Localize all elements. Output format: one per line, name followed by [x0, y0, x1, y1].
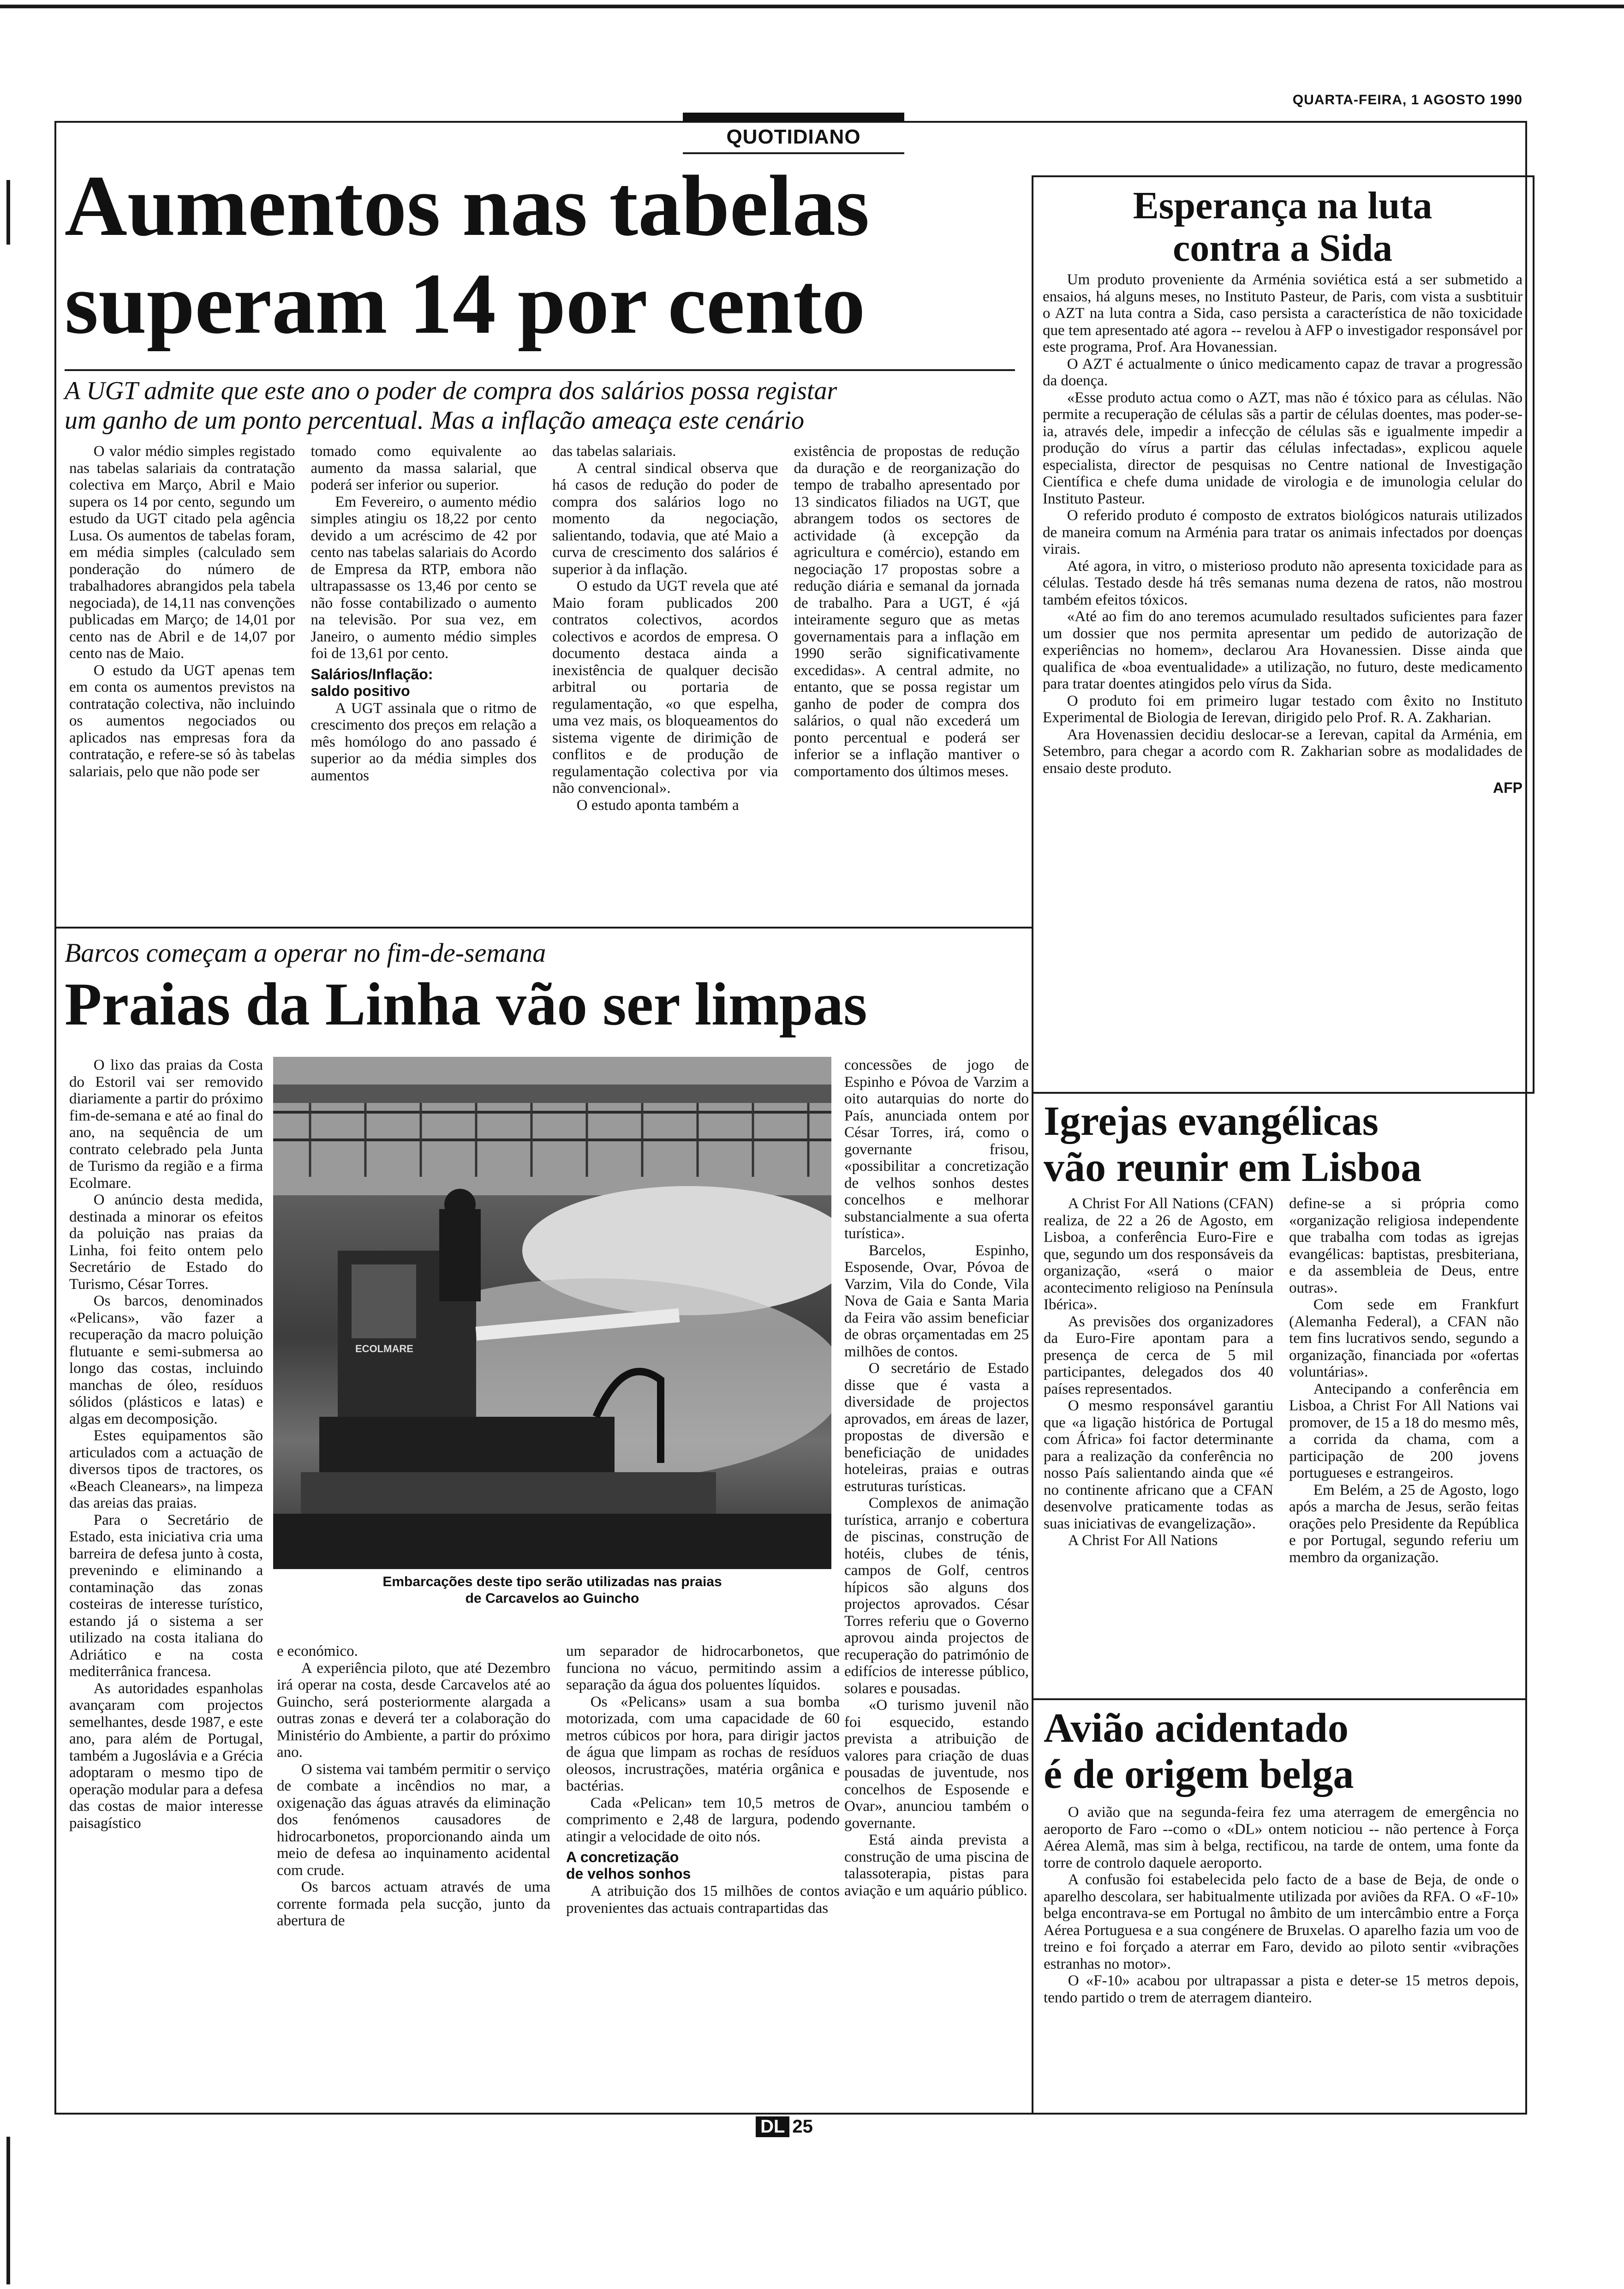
paragraph: Complexos de animação turística, arranjo e cobertura de piscinas, construção de hotéis, clubes de ténis, campos de Golf, centros hípicos são alguns dos projectos aprovados. César Torres referiu que o Governo aprovou ainda projectos de recuperação do património de edifícios de interesse público, solares e pousadas. — [844, 1495, 1029, 1697]
story-wages-headline-line1: Aumentos nas tabelas — [65, 157, 870, 254]
page-number: 25 — [792, 2116, 813, 2137]
story-beaches-kicker: Barcos começam a operar no fim-de-semana — [65, 938, 546, 968]
story-beaches-headline: Praias da Linha vão ser limpas — [65, 970, 867, 1038]
story-wages-col3 — [552, 443, 778, 918]
paragraph: As autoridades espanholas avançaram com projectos semelhantes, desde 1987, e este ano, para além de Portugal, também a Jugoslávia e a Grécia adoptaram o mesmo tipo de operação modular para a defesa das costas de maior interesse paisagístico — [69, 1680, 263, 1832]
paragraph: «O turismo juvenil não foi esquecido, estando prevista a atribuição de valores para criação de duas pousadas de juventude, nos concelhos de Esposende e Ovar», anunciou também o governante. — [844, 1697, 1029, 1832]
paragraph: A experiência piloto, que até Dezembro irá operar na costa, desde Carcavelos até ao Guincho, será posteriormente alargada a outras zonas e deverá ter a colaboração do Ministério do Ambiente, a partir do próximo ano. — [277, 1660, 550, 1761]
paragraph: um separador de hidrocarbonetos, que funciona no vácuo, permitindo assim a separação da água dos poluentes líquidos. — [566, 1643, 840, 1693]
paragraph: A UGT assinala que o ritmo de crescimento dos preços em relação a mês homólogo do ano passado é superior ao da média simples dos aumentos — [310, 700, 537, 784]
paragraph: Os barcos, denominados «Pelicans», vão fazer a recuperação da macro poluição flutuante e semi-submersa ao longo das costas, incluindo manchas de óleo, resíduos sólidos (plásticos e latas) e algas em decomposição. — [69, 1293, 263, 1427]
story-beaches-subhead-line2: de velhos sonhos — [566, 1865, 691, 1882]
paragraph: existência de propostas de redução da duração e de reorganização do tempo de trabalho apresentado por 13 sindicatos filiados na UGT, que abrangem todos os sectores de actividade (à excepção da agricultura e comércio), estando em negociação 17 propostas sobre a redução diária e semanal da jornada de trabalho. Para a UGT, é «já inteiramente seguro que as metas governamentais para a inflação em 1990 serão significativamente excedidas». A central admite, no entanto, que se possa registar um ganho de poder de compra dos salários, o qual não excederá um ponto percentual e poderá ser inferior se a inflação mantiver o comportamento dos últimos meses. — [794, 443, 1020, 780]
top-border-rule — [0, 5, 1624, 8]
story-beaches-subhead — [566, 1849, 840, 1882]
story-plane-body — [1044, 1804, 1519, 2006]
story-wages-headline-rule — [65, 369, 1015, 371]
paragraph: A Christ For All Nations (CFAN) realiza, de 22 a 26 de Agosto, em Lisboa, a conferência Euro-Fire e que, segundo um dos responsáveis da organização, «será o maior acontecimento religioso na Península Ibérica». — [1044, 1195, 1273, 1313]
story-wages-col4 — [794, 443, 1020, 918]
story-wages-subhead — [311, 666, 537, 699]
paragraph: Barcelos, Espinho, Esposende, Ovar, Póvoa de Varzim, Vila do Conde, Vila Nova de Gaia e Santa Maria da Feira vão assim beneficiar de obras orçamentadas em 25 milhões de contos. — [844, 1242, 1029, 1360]
section-bar — [683, 113, 904, 122]
boat-photo-scene — [273, 1057, 831, 1569]
paragraph: O referido produto é composto de extratos biológicos naturais utilizados de maneira comum na Arménia para tratar os animais infectados por doenças virais. — [1043, 507, 1522, 557]
story-beaches-col2 — [277, 1643, 550, 1929]
section-label: QUOTIDIANO — [726, 126, 861, 148]
paragraph: Com sede em Frankfurt (Alemanha Federal), a CFAN não tem fins lucrativos sendo, segundo a organização, financiada por «ofertas voluntárias». — [1289, 1296, 1519, 1380]
paragraph: Está ainda prevista a construção de uma piscina de talassoterapia, pistas para aviação e um aquário público. — [844, 1832, 1029, 1899]
story-churches-col1 — [1044, 1195, 1273, 1566]
story-divider-top — [54, 927, 1033, 929]
story-beaches-lower — [277, 1643, 840, 1929]
paragraph: Um produto proveniente da Arménia soviética está a ser submetido a ensaios, há alguns meses, no Instituto Pasteur, de Paris, com vista a susbtituir o AZT na luta contra a Sida, caso persista a característica de não toxicidade que tem apresentado até agora -- revelou à AFP o investigador responsável por este programa, Prof. Ara Hovanessian. — [1043, 271, 1522, 355]
story-aids-headline-line1: Esperança na luta — [1133, 184, 1433, 227]
paragraph: A Christ For All Nations — [1068, 1532, 1218, 1549]
paragraph: O «F-10» acabou por ultrapassar a pista e deter-se 15 metros depois, tendo partido o trem de aterragem dianteiro. — [1044, 1972, 1519, 2006]
paragraph: Cada «Pelican» tem 10,5 metros de comprimento e 2,48 de largura, podendo atingir a velocidade de oito nós. — [566, 1794, 840, 1845]
newspaper-logo: DL — [756, 2116, 789, 2137]
paragraph: O mesmo responsável garantiu que «a ligação histórica de Portugal com África» foi factor determinante para a realização da conferência no nosso País salientando ainda que «é no continente africano que a CFAN desenvolve praticamente todas as suas iniciativas de evangelização». — [1044, 1397, 1273, 1532]
paragraph: A atribuição dos 15 milhões de contos provenientes das actuais contrapartidas das — [566, 1883, 840, 1917]
story-aids — [1043, 185, 1522, 797]
story-wages-subhead-line1: Salários/Inflação: — [310, 665, 433, 683]
frame-bottom — [54, 2113, 1527, 2115]
frame-left — [54, 121, 56, 2115]
paragraph: Os barcos actuam através de uma corrente formada pela sucção, junto da abertura de — [277, 1879, 550, 1929]
story-plane-headline-line1: Avião acidentado — [1044, 1705, 1349, 1751]
story-aids-headline-line2: contra a Sida — [1172, 227, 1393, 270]
paragraph: As previsões dos organizadores da Euro-Fire apontam para a presença de cerca de 5 mil participantes, delegados dos 40 países representados. — [1044, 1313, 1273, 1397]
story-beaches-col1 — [69, 1057, 263, 1832]
story-wages-deck-line1: A UGT admite que este ano o poder de compra dos salários possa registar — [65, 377, 837, 405]
paragraph: Em Belém, a 25 de Agosto, logo após a marcha de Jesus, serão feitas orações pelo Presidente da República e por Portugal, segundo referiu um membro da organização. — [1289, 1481, 1519, 1566]
story-plane — [1044, 1705, 1519, 2006]
paragraph: Para o Secretário de Estado, esta iniciativa cria uma barreira de defesa junto à costa, prevenindo e eliminando a contaminação das zonas costeiras de interesse turístico, estando já o sistema a ser utilizado na costa italiana do Adriático e na costa mediterrânica francesa. — [69, 1511, 263, 1680]
left-margin-mark-bottom — [6, 2137, 10, 2284]
story-beaches-subhead-line1: A concretização — [566, 1849, 679, 1865]
paragraph: O valor médio simples registado nas tabelas salariais da contratação colectiva em Março, Abril e Maio supera os 14 por cento, segundo um estudo da UGT citado pela agência Lusa. Os aumentos de tabelas foram, em média simples (calculado sem ponderação do número de trabalhadores abrangidos pela tabela negociada), de 14,11 nas convenções publicadas em Março; de 14,01 por cento nas de Abril e de 14,07 por cento nas de Maio. — [69, 443, 295, 662]
story-wages-col2 — [311, 443, 537, 918]
right-column-divider — [1032, 1094, 1033, 2114]
story-beaches-col3 — [566, 1643, 840, 1929]
story-wages-headline-line2: superam 14 por cento — [65, 255, 866, 352]
section-underline — [683, 152, 904, 154]
story-churches-body — [1044, 1195, 1519, 1566]
paragraph: O lixo das praias da Costa do Estoril vai ser removido diariamente a partir do próximo fim-de-semana e até ao final do ano, na sequência de um contrato celebrado pela Junta de Turismo da região e a firma Ecolmare. — [69, 1057, 263, 1192]
story-wages-deck — [65, 376, 1033, 435]
story-aids-byline: AFP — [1493, 779, 1522, 796]
story-wages-col1 — [69, 443, 295, 918]
paragraph: O AZT é actualmente o único medicamento capaz de travar a progressão da doença. — [1043, 355, 1522, 389]
paragraph: O estudo aponta também a — [576, 797, 739, 814]
story-churches — [1044, 1098, 1519, 1191]
dateline: QUARTA-FEIRA, 1 AGOSTO 1990 — [1292, 92, 1522, 108]
story-divider-right — [1032, 1698, 1527, 1700]
story-churches-headline-line2: vão reunir em Lisboa — [1044, 1144, 1422, 1190]
paragraph: O produto foi em primeiro lugar testado com êxito no Instituto Experimental de Biologia de Ierevan, dirigido pelo Prof. R. A. Zakharian. — [1043, 692, 1522, 726]
paragraph: das tabelas salariais. — [552, 443, 676, 460]
left-margin-mark — [6, 180, 10, 245]
story-plane-headline-line2: é de origem belga — [1044, 1751, 1354, 1797]
boat-photo-caption — [273, 1574, 831, 1607]
paragraph: define-se a si própria como «organização religiosa independente que trabalha com todas as igrejas evangélicas: baptistas, presbiteriana, e da assembleia de Deus, entre outras». — [1289, 1195, 1519, 1296]
story-wages — [65, 157, 1015, 353]
paragraph: e económico. — [277, 1643, 358, 1660]
paragraph: O secretário de Estado disse que é vasta a diversidade de projectos aprovados, em áreas de lazer, propostas de diversão e beneficiação de unidades hoteleiras, praias e outras estruturas turísticas. — [844, 1360, 1029, 1495]
paragraph: O sistema vai também permitir o serviço de combate a incêndios no mar, a oxigenação das águas através da eliminação dos fenómenos causadores de hidrocarbonetos, proporcionando ainda um meio de defesa ao inquinamento acidental com crude. — [277, 1761, 550, 1879]
paragraph: tomado como equivalente ao aumento da massa salarial, que poderá ser inferior ou superior. — [310, 443, 537, 493]
story-churches-headline-line1: Igrejas evangélicas — [1044, 1098, 1379, 1144]
story-aids-body — [1043, 271, 1522, 777]
paragraph: Estes equipamentos são articulados com a actuação de diversos tipos de tractores, os «Beach Cleanears», na limpeza das areias das praias. — [69, 1427, 263, 1511]
paragraph: Os «Pelicans» usam a sua bomba motorizada, com uma capacidade de 60 metros cúbicos por hora, para dirigir jactos de água que limpam as rochas de resíduos oleosos, incrustrações, matéria orgânica e bactérias. — [566, 1693, 840, 1794]
paragraph: A central sindical observa que há casos de redução do poder de compra dos salários logo no momento da negociação, salientando, todavia, que até Maio a curva de crescimento dos salários é superior à da inflação. — [552, 460, 778, 578]
boat-photo-caption-line2: de Carcavelos ao Guincho — [465, 1591, 639, 1606]
story-wages-deck-line2: um ganho de um ponto percentual. Mas a inflação ameaça este cenário — [65, 406, 804, 435]
paragraph: Antecipando a conferência em Lisboa, a Christ For All Nations vai promover, de 15 a 18 do mesmo mês, a corrida da chama, com a participação de 200 jovens portugueses e estrangeiros. — [1289, 1380, 1519, 1481]
story-churches-col2 — [1289, 1195, 1519, 1566]
paragraph: A confusão foi estabelecida pelo facto de a base de Beja, de onde o aparelho descolara, ser habitualmente utilizada por aviões da RFA. O «F-10» belga encontrava-se em Portugal no âmbito de um intercâmbio entre a Força Aérea Portuguesa e a sua congénere de Bruxelas. O aparelho fazia um voo de treino e foi forçado a aterrar em Faro, devido ao piloto sentir «vibrações estranhas no motor». — [1044, 1871, 1519, 1972]
boat-photo — [273, 1057, 831, 1569]
boat-photo-caption-line1: Embarcações deste tipo serão utilizadas nas praias — [382, 1574, 722, 1589]
story-beaches — [65, 937, 1024, 1039]
paragraph: Em Fevereiro, o aumento médio simples atingiu os 18,22 por cento devido a um acréscimo de 42 por cento nas tabelas salariais do Acordo de Empresa da RTP, embora não ultrapassasse os 13,46 por cento se não fosse contabilizado o aumento na televisão. Por sua vez, em Janeiro, o aumento médio simples foi de 13,61 por cento. — [310, 493, 537, 662]
paragraph: O anúncio desta medida, destinada a minorar os efeitos da poluição nas praias da Linha, foi feito ontem pelo Secretário de Estado do Turismo, César Torres. — [69, 1192, 263, 1293]
boat-photo-label: ECOLMARE — [355, 1343, 413, 1354]
story-wages-subhead-line2: saldo positivo — [310, 682, 410, 699]
footer-logo — [738, 2116, 830, 2137]
paragraph: O avião que na segunda-feira fez uma aterragem de emergência no aeroporto de Faro --como o «DL» ontem noticiou -- não pertence à Força Aérea Alemã, mas sim à belga, rectificou, na tarde de ontem, uma fonte da torre de controlo daquele aeroporto. — [1044, 1804, 1519, 1871]
paragraph: Ara Hovenassien decidiu deslocar-se a Ierevan, capital da Arménia, em Setembro, para chegar a acordo com R. Zakharian sobre as modalidades de ensaio deste produto. — [1043, 726, 1522, 777]
paragraph: «Até ao fim do ano teremos acumulado resultados suficientes para fazer um dossier que nos permita apresentar um pedido de autorização de experiências no homem», declarou Ara Hovanessien. Disse ainda que qualifica de «boa eventualidade» a utilização, no futuro, deste medicamento para tratar doentes atingidos pelo vírus da Sida. — [1043, 608, 1522, 692]
paragraph: concessões de jogo de Espinho e Póvoa de Varzim a oito autarquias do norte do País, anunciada ontem por César Torres, irá, como o governante frisou, «possibilitar a concretização de velhos sonhos destes concelhos e melhorar substancialmente a sua oferta turística». — [844, 1057, 1029, 1242]
paragraph: O estudo da UGT revela que até Maio foram publicados 200 contratos colectivos, acordos colectivos e acordos de empresa. O documento destaca ainda a inexistência de qualquer decisão arbitral ou portaria de regulamentação, «o que espelha, uma vez mais, os bloqueamentos do sistema vigente de dirimição de conflitos e de produção de regulamentação colectiva por via não convencional». — [552, 578, 778, 797]
story-beaches-col4 — [844, 1057, 1029, 1899]
story-wages-body — [69, 443, 1020, 918]
paragraph: O estudo da UGT apenas tem em conta os aumentos previstos na contratação colectiva, não incluindo os aumentos negociados ou aplicados nas empresas fora da contratação, e refere-se só às tabelas salariais, pelo que não pode ser — [69, 662, 295, 780]
paragraph: Até agora, in vitro, o misterioso produto não apresenta toxicidade para as células. Testado desde há três semanas numa dezena de ratos, não mostrou também efeitos tóxicos. — [1043, 557, 1522, 608]
paragraph: «Esse produto actua como o AZT, mas não é tóxico para as células. Não permite a recuperação de células sãs a partir de células doentes, mas poder-se-ia, através dele, impedir a infecção de células sãs e igualmente impedir a produção do vírus a partir das células infectadas», explicou aquele especialista, director de pesquisas no Centre national de Investigação Científica e chefe duma unidade de virologia e de imunologia celular do Instituto Pasteur. — [1043, 389, 1522, 507]
